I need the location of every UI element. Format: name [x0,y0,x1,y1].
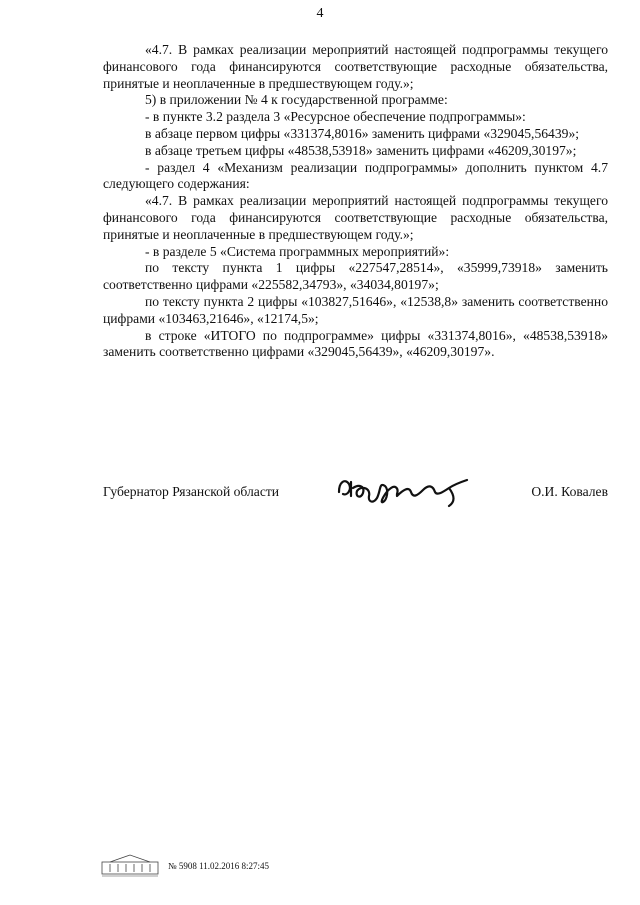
signature-block [103,480,608,510]
paragraph-4: в абзаце первом цифры «331374,8016» заменить цифрами «329045,56439»; [145,125,580,141]
paragraph-2: 5) в приложении № 4 к государственной программе: [145,92,448,108]
paragraph-11: в строке «ИТОГО по подпрограмме» цифры «331374,8016», «48538,53918» заменить соответственно цифрами «329045,56439», «46209,30197». [103,327,608,360]
paragraph-3: - в пункте 3.2 раздела 3 «Ресурсное обеспечение подпрограммы»: [145,109,526,125]
building-stamp-icon [100,852,160,878]
document-body [103,42,608,361]
signer-name: О.И. Ковалев [531,484,608,499]
handwritten-signature [333,466,483,508]
paragraph-7: «4.7. В рамках реализации мероприятий настоящей подпрограммы текущего финансового года финансируются соответствующие расходные обязательства, принятые и неоплаченные в предшествующем году.»; [103,193,608,242]
paragraph-8: - в разделе 5 «Система программных мероприятий»: [145,243,450,259]
paragraph-10: по тексту пункта 2 цифры «103827,51646», «12538,8» заменить соответственно цифрами «103463,21646», «12174,5»; [103,293,608,326]
signer-position: Губернатор Рязанской области [103,484,280,499]
paragraph-5: в абзаце третьем цифры «48538,53918» заменить цифрами «46209,30197»; [145,142,577,158]
paragraph-1: «4.7. В рамках реализации мероприятий настоящей подпрограммы текущего финансового года финансируются соответствующие расходные обязательства, принятые и неоплаченные в предшествующем году.»; [103,42,608,91]
paragraph-9: по тексту пункта 1 цифры «227547,28514», «35999,73918» заменить соответственно цифрами «225582,34793», «34034,80197»; [103,260,608,293]
paragraph-6: - раздел 4 «Механизм реализации подпрограммы» дополнить пунктом 4.7 следующего содержания: [103,159,608,192]
document-registration-mark: № 5908 11.02.2016 8:27:45 [168,861,270,871]
page-number: 4 [316,6,324,21]
